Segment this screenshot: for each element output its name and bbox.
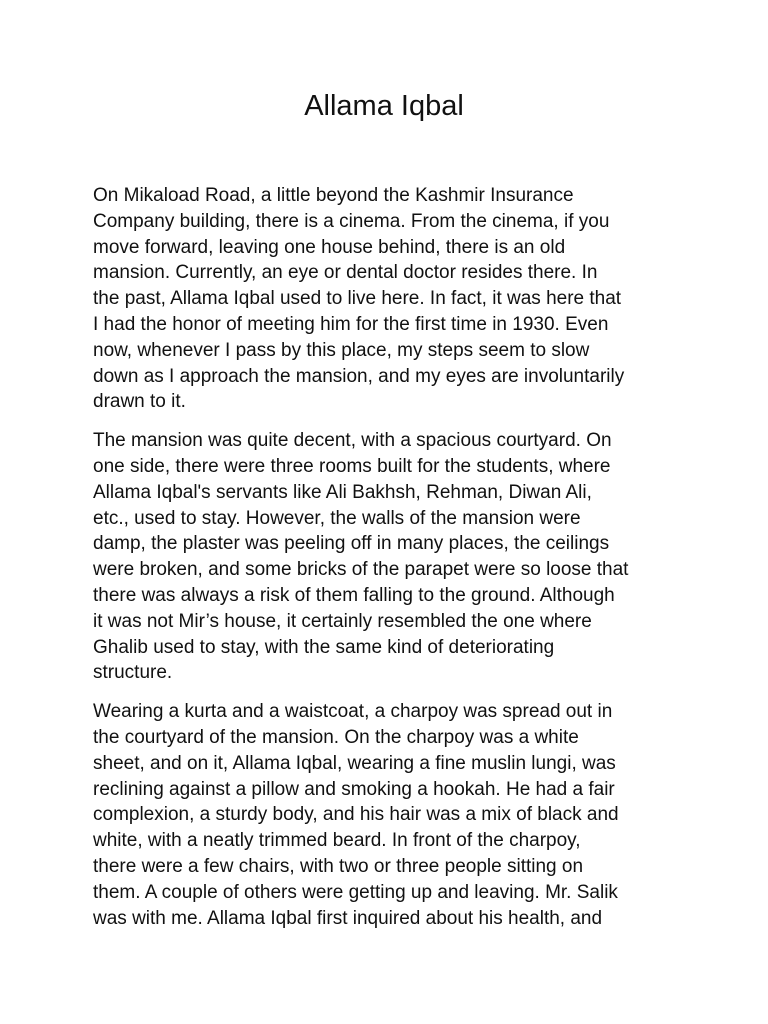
text-line: the past, Allama Iqbal used to live here. In fact, it was here that xyxy=(93,288,622,310)
text-line: Allama Iqbal's servants like Ali Bakhsh, Rehman, Diwan Ali, xyxy=(93,481,592,503)
text-line: I had the honor of meeting him for the first time in 1930. Even xyxy=(93,313,609,335)
paragraph-1 xyxy=(93,183,683,415)
text-line: The mansion was quite decent, with a spacious courtyard. On xyxy=(93,430,612,452)
text-line: there was always a risk of them falling to the ground. Although xyxy=(93,584,615,606)
text-line: structure. xyxy=(93,662,173,684)
text-line: reclining against a pillow and smoking a hookah. He had a fair xyxy=(93,778,615,800)
text-line: Company building, there is a cinema. From the cinema, if you xyxy=(93,210,610,232)
text-line: mansion. Currently, an eye or dental doctor resides there. In xyxy=(93,262,598,284)
text-line: now, whenever I pass by this place, my steps seem to slow xyxy=(93,339,590,361)
text-line: them. A couple of others were getting up and leaving. Mr. Salik xyxy=(93,881,618,903)
text-line: there were a few chairs, with two or three people sitting on xyxy=(93,855,584,877)
text-line: one side, there were three rooms built for the students, where xyxy=(93,455,611,477)
text-line: Wearing a kurta and a waistcoat, a charpoy was spread out in xyxy=(93,701,613,723)
text-line: were broken, and some bricks of the parapet were so loose that xyxy=(93,559,629,581)
text-line: Ghalib used to stay, with the same kind of deteriorating xyxy=(93,636,555,658)
text-line: was with me. Allama Iqbal first inquired about his health, and xyxy=(93,907,603,929)
text-line: On Mikaload Road, a little beyond the Kashmir Insurance xyxy=(93,185,574,206)
document-body xyxy=(93,183,683,944)
text-line: damp, the plaster was peeling off in many places, the ceilings xyxy=(93,533,610,555)
text-line: white, with a neatly trimmed beard. In front of the charpoy, xyxy=(93,830,581,852)
text-line: sheet, and on it, Allama Iqbal, wearing a fine muslin lungi, was xyxy=(93,752,616,774)
text-line: move forward, leaving one house behind, there is an old xyxy=(93,236,566,258)
paragraph-2 xyxy=(93,428,683,686)
text-line: it was not Mir’s house, it certainly resembled the one where xyxy=(93,610,592,632)
text-line: down as I approach the mansion, and my eyes are involuntarily xyxy=(93,365,625,387)
paragraph-3 xyxy=(93,699,683,931)
document-title: Allama Iqbal xyxy=(304,90,464,122)
text-line: drawn to it. xyxy=(93,391,186,413)
text-line: etc., used to stay. However, the walls of the mansion were xyxy=(93,507,581,529)
text-line: the courtyard of the mansion. On the charpoy was a white xyxy=(93,726,579,748)
text-line: complexion, a sturdy body, and his hair was a mix of black and xyxy=(93,804,619,826)
